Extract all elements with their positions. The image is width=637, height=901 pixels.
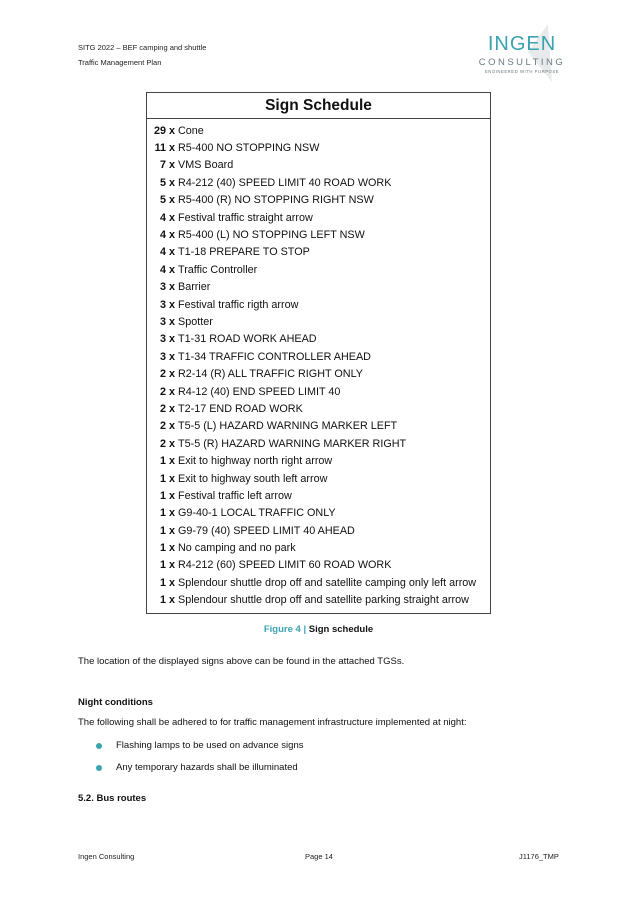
logo-word-consulting: CONSULTING: [478, 57, 566, 68]
sign-description: Traffic Controller: [178, 263, 258, 276]
sign-description: Exit to highway south left arrow: [178, 472, 328, 485]
sign-quantity: 2 x: [159, 385, 175, 398]
sign-quantity: 4 x: [159, 229, 175, 242]
sign-description: T1-31 ROAD WORK AHEAD: [178, 333, 317, 346]
night-conditions-heading: Night conditions: [78, 697, 153, 708]
sign-row: [147, 209, 490, 226]
sign-quantity: 1 x: [159, 542, 175, 555]
sign-quantity: 1 x: [159, 455, 175, 468]
sign-description: Splendour shuttle drop off and satellite parking straight arrow: [178, 594, 469, 607]
location-paragraph: The location of the displayed signs above can be found in the attached TGSs.: [78, 656, 405, 667]
sign-row: [147, 244, 490, 261]
sign-row: [147, 505, 490, 522]
sign-quantity: 4 x: [159, 263, 175, 276]
sign-quantity: 1 x: [159, 594, 175, 607]
sign-quantity: 3 x: [159, 350, 175, 363]
sign-row: [147, 470, 490, 487]
sign-description: Cone: [178, 124, 204, 137]
bullet-item: [96, 740, 303, 751]
bullet-dot-icon: [96, 765, 102, 771]
sign-quantity: 2 x: [159, 420, 175, 433]
sign-description: R4-212 (40) SPEED LIMIT 40 ROAD WORK: [178, 176, 392, 189]
figure-caption-separator: |: [303, 624, 307, 635]
header-document-title: Traffic Management Plan: [78, 58, 162, 67]
footer-company: Ingen Consulting: [78, 852, 135, 861]
sign-quantity: 5 x: [159, 176, 175, 189]
sign-row: [147, 383, 490, 400]
sign-description: G9-79 (40) SPEED LIMIT 40 AHEAD: [178, 524, 355, 537]
sign-row: [147, 400, 490, 417]
night-conditions-intro: The following shall be adhered to for traffic management infrastructure implemented at night:: [78, 717, 467, 728]
sign-row: [147, 122, 490, 139]
sign-row: [147, 192, 490, 209]
sign-description: R4-212 (60) SPEED LIMIT 60 ROAD WORK: [178, 559, 392, 572]
sign-description: Exit to highway north right arrow: [178, 455, 333, 468]
sign-row: [147, 487, 490, 504]
sign-description: Splendour shuttle drop off and satellite camping only left arrow: [178, 576, 477, 589]
sign-row: [147, 539, 490, 556]
sign-quantity: 1 x: [159, 576, 175, 589]
sign-schedule-title: Sign Schedule: [147, 93, 490, 119]
sign-quantity: 11 x: [154, 142, 175, 155]
bullet-dot-icon: [96, 743, 102, 749]
sign-row: [147, 296, 490, 313]
sign-description: Barrier: [178, 281, 211, 294]
sign-quantity: 1 x: [159, 472, 175, 485]
sign-row: [147, 279, 490, 296]
sign-quantity: 2 x: [159, 402, 175, 415]
sign-quantity: 7 x: [159, 159, 175, 172]
sign-row: [147, 365, 490, 382]
sign-quantity: 1 x: [159, 559, 175, 572]
figure-caption: [0, 624, 637, 635]
sign-quantity: 3 x: [159, 315, 175, 328]
sign-description: G9-40-1 LOCAL TRAFFIC ONLY: [178, 507, 336, 520]
sign-row: [147, 348, 490, 365]
sign-row: [147, 139, 490, 156]
sign-quantity: 2 x: [159, 368, 175, 381]
sign-row: [147, 452, 490, 469]
sign-description: T1-18 PREPARE TO STOP: [178, 246, 310, 259]
sign-quantity: 3 x: [159, 333, 175, 346]
sign-row: [147, 157, 490, 174]
sign-row: [147, 522, 490, 539]
sign-quantity: 29 x: [153, 124, 175, 137]
sign-quantity: 4 x: [159, 211, 175, 224]
footer-page-number: Page 14: [305, 852, 333, 861]
sign-description: R5-400 NO STOPPING NSW: [178, 142, 320, 155]
sign-description: Spotter: [178, 315, 213, 328]
sign-description: T2-17 END ROAD WORK: [178, 402, 303, 415]
sign-description: R2-14 (R) ALL TRAFFIC RIGHT ONLY: [178, 368, 363, 381]
sign-quantity: 3 x: [159, 281, 175, 294]
logo-tagline: ENGINEERED WITH PURPOSE: [484, 69, 560, 74]
sign-quantity: 1 x: [159, 524, 175, 537]
sign-row: [147, 557, 490, 574]
sign-row: [147, 331, 490, 348]
sign-description: No camping and no park: [178, 542, 296, 555]
sign-quantity: 4 x: [159, 246, 175, 259]
bus-routes-heading: 5.2. Bus routes: [78, 793, 147, 804]
sign-description: T5-5 (L) HAZARD WARNING MARKER LEFT: [178, 420, 398, 433]
sign-quantity: 2 x: [159, 437, 175, 450]
sign-description: R5-400 (L) NO STOPPING LEFT NSW: [178, 229, 365, 242]
ingen-consulting-logo: [470, 22, 570, 84]
sign-description: Festival traffic rigth arrow: [178, 298, 299, 311]
logo-word-ingen: INGEN: [487, 33, 557, 55]
sign-schedule-table: [146, 92, 491, 614]
sign-row: [147, 226, 490, 243]
header-project-title: SITG 2022 – BEF camping and shuttle: [78, 43, 207, 52]
sign-row: [147, 313, 490, 330]
figure-title: Sign schedule: [308, 624, 374, 635]
page-header: [78, 40, 206, 70]
sign-row: [147, 435, 490, 452]
sign-description: T5-5 (R) HAZARD WARNING MARKER RIGHT: [178, 437, 407, 450]
sign-quantity: 5 x: [159, 194, 175, 207]
sign-quantity: 1 x: [159, 507, 175, 520]
bullet-item: [96, 762, 298, 773]
sign-schedule-rows: [147, 119, 490, 609]
sign-description: R4-12 (40) END SPEED LIMIT 40: [178, 385, 341, 398]
sign-description: Festival traffic left arrow: [178, 489, 292, 502]
sign-row: [147, 261, 490, 278]
sign-row: [147, 174, 490, 191]
sign-quantity: 3 x: [159, 298, 175, 311]
sign-description: VMS Board: [178, 159, 234, 172]
sign-description: R5-400 (R) NO STOPPING RIGHT NSW: [178, 194, 374, 207]
sign-quantity: 1 x: [159, 489, 175, 502]
sign-description: Festival traffic straight arrow: [178, 211, 313, 224]
sign-row: [147, 418, 490, 435]
sign-row: [147, 574, 490, 591]
figure-number: Figure 4: [263, 624, 301, 635]
bullet-text: Flashing lamps to be used on advance signs: [116, 740, 304, 751]
footer-document-code: J1176_TMP: [519, 852, 559, 861]
sign-description: T1-34 TRAFFIC CONTROLLER AHEAD: [178, 350, 371, 363]
bullet-text: Any temporary hazards shall be illuminated: [116, 762, 298, 773]
sign-row: [147, 592, 490, 609]
